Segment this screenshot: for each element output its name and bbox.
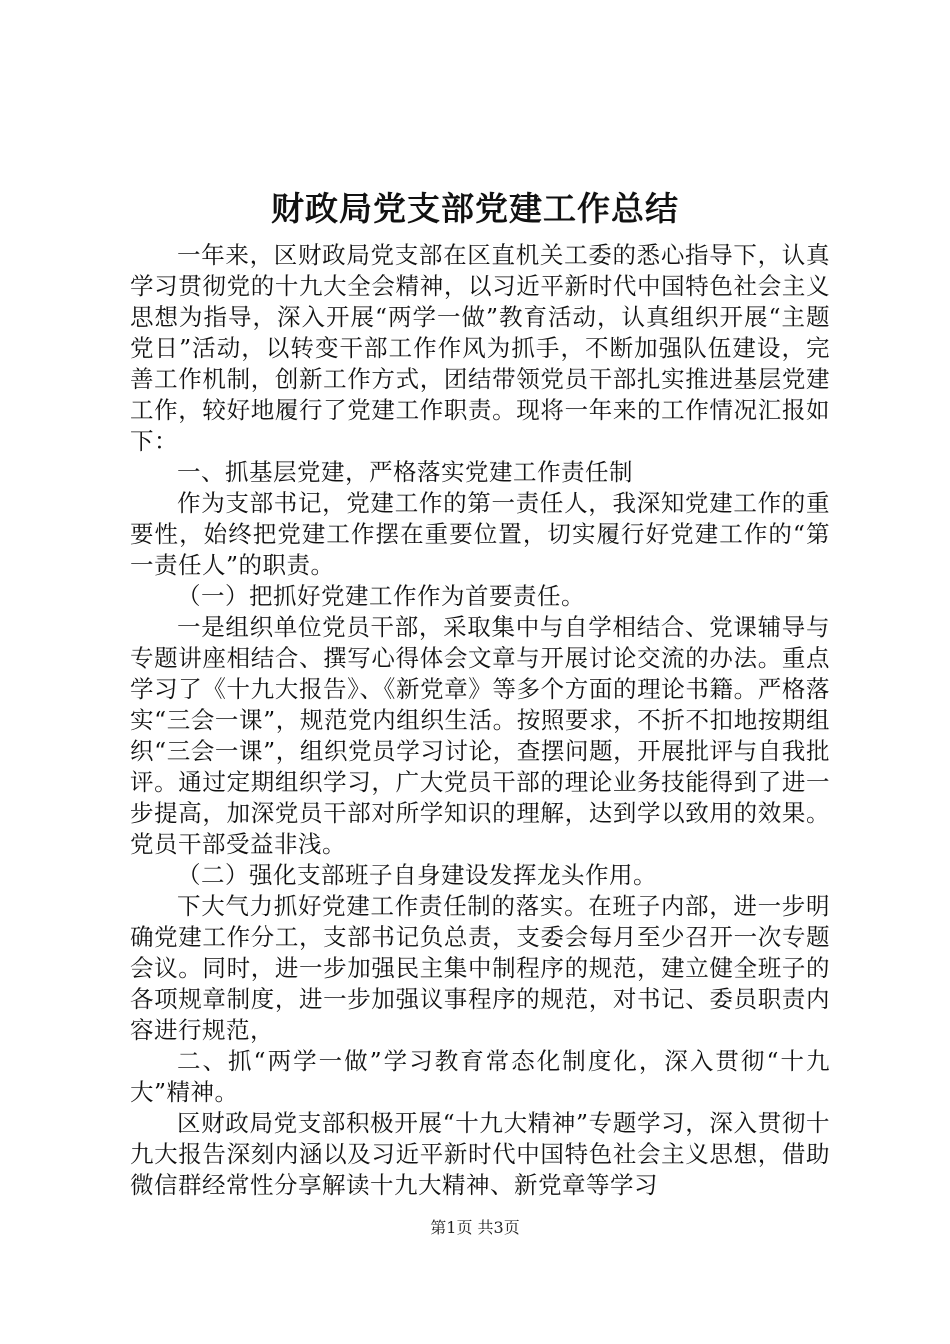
paragraph-intro: 一年来，区财政局党支部在区直机关工委的悉心指导下，认真学习贯彻党的十九大全会精神，以习近平新时代中国特色社会主义思想为指导，深入开展“两学一做”教育活动，认真组织开展“主题党日”活动，以转变干部工作作风为抓手，不断加强队伍建设，完善工作机制，创新工作方式，团结带领党员干部扎实推进基层党建工作，较好地履行了党建工作职责。现将一年来的工作情况汇报如下： [130,241,830,455]
page-footer: 第1页 共3页 [430,1218,520,1237]
paragraph: 一是组织单位党员干部，采取集中与自学相结合、党课辅导与专题讲座相结合、撰写心得体会文章与开展讨论交流的办法。重点学习了《十九大报告》、《新党章》等多个方面的理论书籍。严格落实“三会一课”，规范党内组织生活。按照要求，不折不扣地按期组织“三会一课”，组织党员学习讨论，查摆问题，开展批评与自我批评。通过定期组织学习，广大党员干部的理论业务技能得到了进一步提高，加深党员干部对所学知识的理解，达到学以致用的效果。党员干部受益非浅。 [130,613,830,858]
section-heading-1: 一、抓基层党建，严格落实党建工作责任制 [177,458,633,486]
document-title: 财政局党支部党建工作总结 [271,189,679,228]
paragraph: 区财政局党支部积极开展“十九大精神”专题学习，深入贯彻十九大报告深刻内涵以及习近平新时代中国特色社会主义思想，借助微信群经常性分享解读十九大精神、新党章等学习 [130,1109,830,1199]
paragraph: 下大气力抓好党建工作责任制的落实。在班子内部，进一步明确党建工作分工，支部书记负总责，支委会每月至少召开一次专题会议。同时，进一步加强民主集中制程序的规范，建立健全班子的各项规章制度，进一步加强议事程序的规范，对书记、委员职责内容进行规范， [130,892,830,1044]
document-body [130,240,830,1201]
subsection-heading-2: （二）强化支部班子自身建设发挥龙头作用。 [177,861,657,889]
section-heading-2: 二、抓“两学一做”学习教育常态化制度化，深入贯彻“十九大”精神。 [130,1047,830,1106]
paragraph: 作为支部书记，党建工作的第一责任人，我深知党建工作的重要性，始终把党建工作摆在重要位置，切实履行好党建工作的“第一责任人”的职责。 [130,489,830,579]
subsection-heading-1: （一）把抓好党建工作作为首要责任。 [177,582,585,610]
